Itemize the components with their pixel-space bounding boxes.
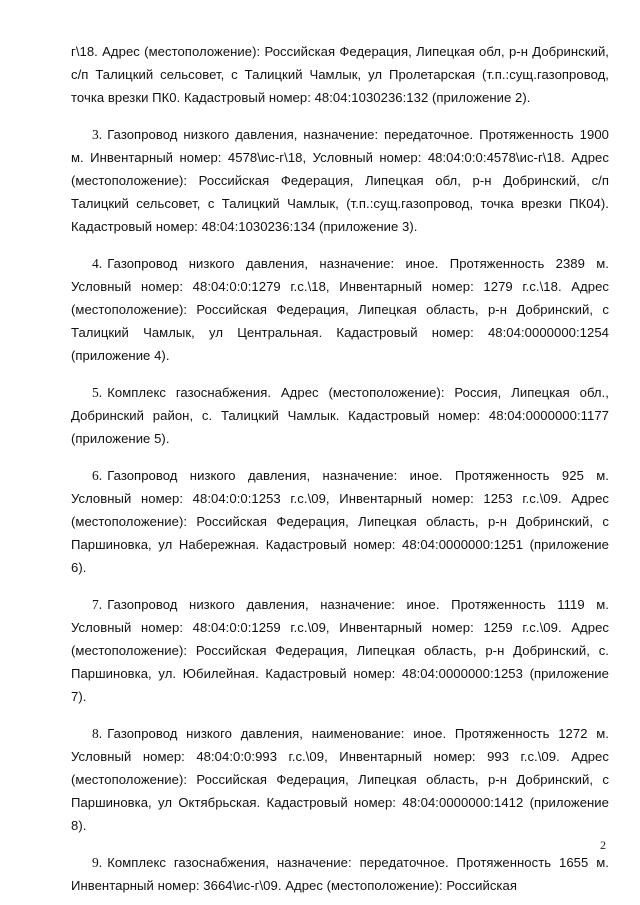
paragraph-text: Газопровод низкого давления, назначение: иное. Протяженность 925 м. Условный номер: 48:04:0:0:1253 г.с.\09, Инвентарный номер: 1253 г.с.\09. Адрес (местоположение): Российская Федерация, Липецкая область, р-н Добринский, с Паршиновка, ул Набережная. Кадастровый номер: 48:04:0000000:1251 (приложение 6).	[71, 468, 609, 575]
paragraph-item-7	[71, 593, 609, 708]
paragraph-text: Комплекс газоснабжения, назначение: передаточное. Протяженность 1655 м. Инвентарный номер: 3664\ис-г\09. Адрес (местоположение): Российская	[71, 855, 609, 893]
paragraph-text: Газопровод низкого давления, назначение: иное. Протяженность 2389 м. Условный номер: 48:04:0:0:1279 г.с.\18, Инвентарный номер: 1279 г.с.\18. Адрес (местоположение): Российская Федерация, Липецкая область, р-н Добринский, с Талицкий Чамлык, ул Центральная. Кадастровый номер: 48:04:0000000:1254 (приложение 4).	[71, 256, 609, 363]
paragraph-text: Газопровод низкого давления, наименование: иное. Протяженность 1272 м. Условный номер: 48:04:0:0:993 г.с.\09, Инвентарный номер: 993 г.с.\09. Адрес (местоположение): Российская Федерация, Липецкая область, р-н Добринский, с Паршиновка, ул Октябрьская. Кадастровый номер: 48:04:0000000:1412 (приложение 8).	[71, 726, 609, 833]
item-number: 5.	[92, 385, 103, 400]
paragraph-item-4	[71, 252, 609, 367]
paragraph-continuation	[71, 40, 609, 109]
paragraph-item-6	[71, 464, 609, 579]
paragraph-text: г\18. Адрес (местоположение): Российская Федерация, Липецкая обл, р-н Добринский, с/п Талицкий сельсовет, с Талицкий Чамлык, ул Пролетарская (т.п.:сущ.газопровод, точка врезки ПК0. Кадастровый номер: 48:04:1030236:132 (приложение 2).	[71, 44, 609, 105]
paragraph-item-5	[71, 381, 609, 450]
item-number: 9.	[92, 855, 103, 870]
item-number: 3.	[92, 127, 103, 142]
paragraph-item-8	[71, 722, 609, 837]
item-number: 4.	[92, 256, 103, 271]
document-body	[71, 40, 609, 897]
paragraph-item-9	[71, 851, 609, 897]
item-number: 8.	[92, 726, 103, 741]
paragraph-text: Газопровод низкого давления, назначение: передаточное. Протяженность 1900 м. Инвентарный номер: 4578\ис-г\18, Условный номер: 48:04:0:0:4578\ис-г\18. Адрес (местоположение): Российская Федерация, Липецкая обл, р-н Добринский, с/п Талицкий сельсовет, с Талицкий Чамлык, (т.п.:сущ.газопровод, точка врезки ПК04). Кадастровый номер: 48:04:1030236:134 (приложение 3).	[71, 127, 609, 234]
paragraph-text: Газопровод низкого давления, назначение: иное. Протяженность 1119 м. Условный номер: 48:04:0:0:1259 г.с.\09, Инвентарный номер: 1259 г.с.\09. Адрес (местоположение): Российская Федерация, Липецкая область, р-н Добринский, с. Паршиновка, ул. Юбилейная. Кадастровый номер: 48:04:0000000:1253 (приложение 7).	[71, 597, 609, 704]
item-number: 7.	[92, 597, 103, 612]
item-number: 6.	[92, 468, 103, 483]
paragraph-item-3	[71, 123, 609, 238]
page-number: 2	[600, 838, 606, 852]
paragraph-text: Комплекс газоснабжения. Адрес (местоположение): Россия, Липецкая обл., Добринский район, с. Талицкий Чамлык. Кадастровый номер: 48:04:0000000:1177 (приложение 5).	[71, 385, 609, 446]
